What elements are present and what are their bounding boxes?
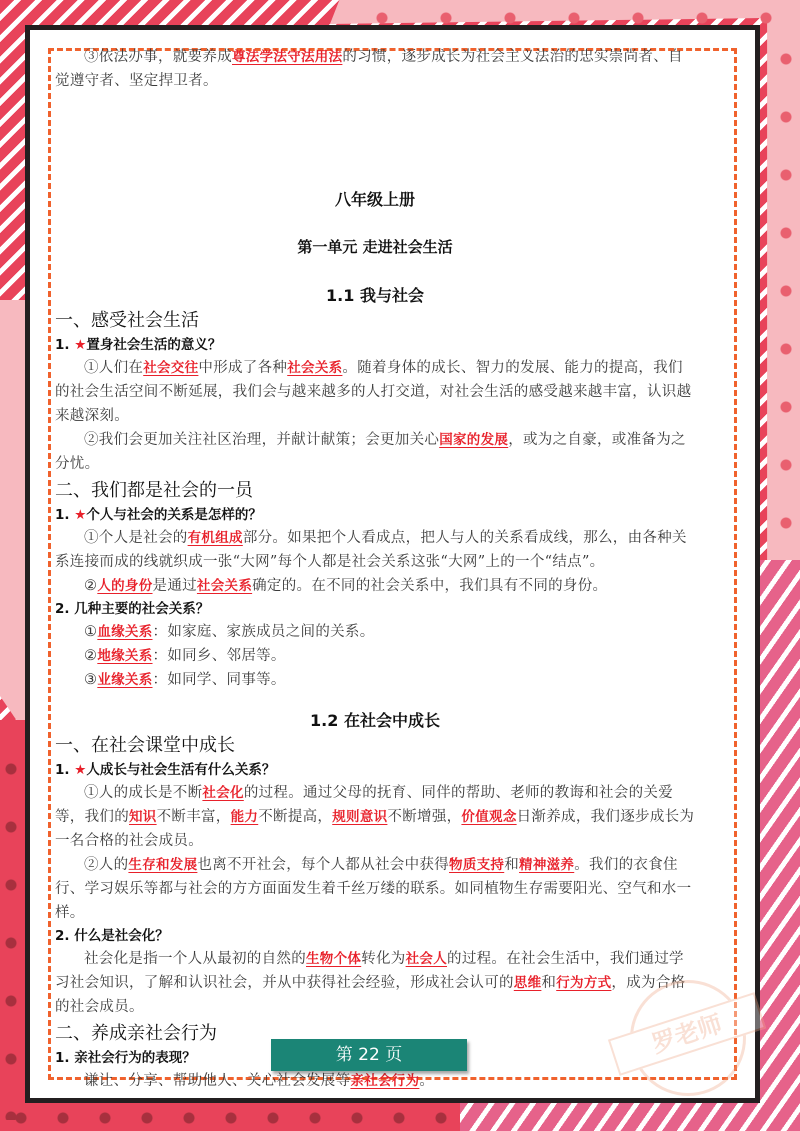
paragraph: ②人的生存和发展也离不开社会，每个人都从社会中获得物质支持和精神滋养。我们的衣食住行、学习娱乐等都与社会的方方面面发生着千丝万缕的联系。如同植物生存需要阳光、空气和水一样。 (55, 857, 692, 921)
highlight-term: 知识 (129, 809, 157, 825)
question-heading: 2. 几种主要的社会关系？ (55, 601, 210, 617)
section-heading: 二、养成亲社会行为 (55, 1023, 217, 1044)
highlight-term: 国家的发展 (439, 432, 509, 448)
highlight-term: 物质支持 (449, 857, 505, 873)
star-icon: ★ (74, 762, 87, 778)
highlight-term: 血缘关系 (97, 624, 153, 640)
highlight-term: 生物个体 (306, 951, 362, 967)
highlight-term: 思维 (513, 975, 542, 991)
highlight-term: 人的身份 (97, 578, 153, 594)
page-content (55, 45, 695, 1093)
page-number-badge: 第 22 页 (271, 1039, 467, 1071)
star-icon: ★ (74, 337, 87, 353)
highlight-term: 社会关系 (287, 360, 343, 376)
stamp-text: 罗老师 (608, 992, 766, 1076)
list-item: ③业缘关系：如同学、同事等。 (84, 672, 286, 688)
paragraph: ①人的成长是不断社会化的过程。通过父母的抚育、同伴的帮助、老师的教诲和社会的关爱等，我们的知识不断丰富，能力不断提高，规则意识不断增强，价值观念日渐养成，我们逐步成长为一名合格的社会成员。 (55, 785, 695, 849)
highlight-term: 社会化 (202, 785, 244, 801)
lesson-title: 1.2 在社会中成长 (310, 711, 440, 730)
question-heading: 1. ★个人与社会的关系是怎样的？ (55, 507, 262, 523)
paragraph: ②我们会更加关注社区治理，并献计献策；会更加关心国家的发展，或为之自豪，或准备为之分忧。 (55, 432, 686, 472)
decorative-dots-bottom (0, 1108, 460, 1128)
lesson-title: 1.1 我与社会 (326, 286, 424, 305)
highlight-term: 能力 (230, 809, 259, 825)
highlight-term: 精神滋养 (519, 857, 575, 873)
highlight-term: 价值观念 (461, 809, 517, 825)
list-item: ②地缘关系：如同乡、邻居等。 (84, 648, 286, 664)
paragraph: ①人们在社会交往中形成了各种社会关系。随着身体的成长、智力的发展、能力的提高，我们的社会生活空间不断延展，我们会与越来越多的人打交道，对社会生活的感受越来越丰富，认识越来越深刻。 (55, 360, 692, 424)
highlight-term: 社会人 (405, 951, 448, 967)
section-heading: 二、我们都是社会的一员 (55, 480, 253, 501)
paragraph: 社会化是指一个人从最初的自然的生物个体转化为社会人的过程。在社会生活中，我们通过学习社会知识，了解和认识社会，并从中获得社会经验，形成社会认可的思维和行为方式，成为合格的社会成员。 (55, 951, 686, 1015)
question-heading: 2. 什么是社会化？ (55, 928, 169, 944)
highlight-term: 地缘关系 (97, 648, 153, 664)
section-heading: 一、感受社会生活 (55, 310, 199, 331)
decorative-dots-left (0, 740, 22, 1120)
question-heading: 1. 亲社会行为的表现？ (55, 1050, 196, 1066)
highlight-term: 有机组成 (187, 530, 243, 546)
highlight-term: 社会关系 (196, 578, 253, 594)
highlight-term: 规则意识 (332, 809, 388, 825)
highlight-term: 尊法学法守法用法 (232, 49, 343, 65)
question-heading: 1. ★置身社会生活的意义？ (55, 337, 222, 353)
highlight-term: 社会交往 (143, 360, 199, 376)
intro-paragraph: ③依法办事，就要养成尊法学法守法用法的习惯，逐步成长为社会主义法治的忠实崇尚者、自觉遵守者、坚定捍卫者。 (55, 49, 683, 89)
unit-title: 第一单元 走进社会生活 (297, 238, 453, 256)
list-item: ①血缘关系：如家庭、家族成员之间的关系。 (84, 624, 375, 640)
watermark-stamp (610, 975, 760, 1095)
paragraph: ①个人是社会的有机组成部分。如果把个人看成点，把人与人的关系看成线，那么，由各种关系连接而成的线就织成一张“大网”每个人都是社会关系这张“大网”上的一个“结点”。 (55, 530, 687, 570)
highlight-term: 行为方式 (556, 975, 612, 991)
paragraph: ②人的身份是通过社会关系确定的。在不同的社会关系中，我们具有不同的身份。 (84, 578, 608, 594)
decorative-dots-right (775, 30, 797, 570)
paragraph: 谦让、分享、帮助他人、关心社会发展等亲社会行为。 (84, 1073, 435, 1089)
highlight-term: 生存和发展 (128, 857, 198, 873)
star-icon: ★ (74, 507, 87, 523)
book-title: 八年级上册 (334, 190, 415, 209)
section-heading: 一、在社会课堂中成长 (55, 735, 235, 756)
highlight-term: 亲社会行为 (350, 1073, 420, 1089)
question-heading: 1. ★人成长与社会生活有什么关系？ (55, 762, 276, 778)
highlight-term: 业缘关系 (97, 672, 153, 688)
